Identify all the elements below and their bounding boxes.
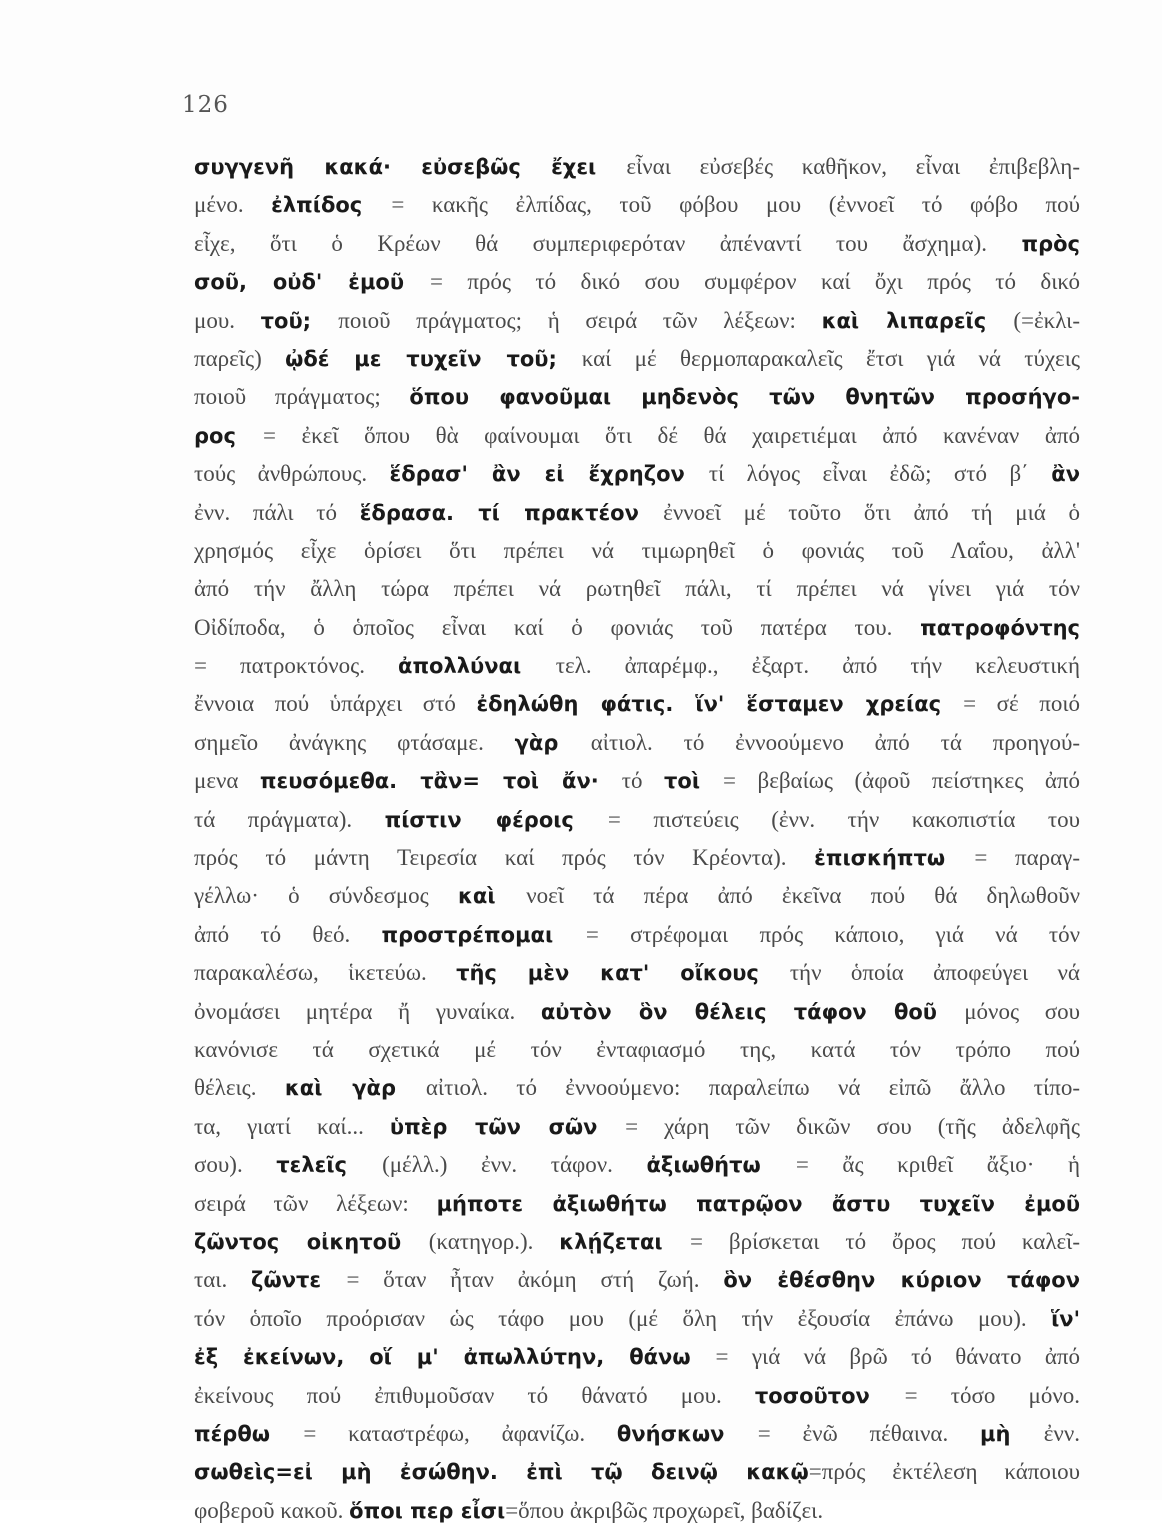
lemma-term: ἐπισκήπτω [814,846,975,871]
lemma-term: ἀξιωθήτω [646,1153,796,1178]
lemma-term: σωθεὶς=εἰ μὴ ἐσώθην. ἐπὶ τῷ δεινῷ κακῷ [194,1460,809,1485]
gloss-text: =πρός ἐκτέλεση κάποιου [808,1459,1080,1485]
gloss-text: (κατηγορ.). [428,1228,560,1254]
gloss-text: = χάρη τῶν δικῶν σου (τῆς ἀδελφῆς [625,1113,1080,1139]
lemma-term: ὅπου φανοῦμαι μηδενὸς τῶν θνητῶν προσήγο- [409,385,1080,410]
gloss-text: = σέ ποιό [963,691,1080,717]
lemma-term: πέρθω [194,1421,304,1446]
lemma-term: σοῦ, οὐδ' ἐμοῦ [194,270,430,295]
lemma-term: καὶ λιπαρεῖς [821,308,1014,333]
gloss-text: μόνος σου [964,998,1080,1024]
text-line [194,1146,1080,1184]
text-line [194,1223,1080,1261]
lemma-term: ὅποι περ εἶσι [349,1498,506,1523]
gloss-text: ται. [194,1267,252,1293]
lemma-term: κλῄζεται [559,1229,691,1254]
text-line [194,1377,1080,1415]
lemma-term: ἵν' [1051,1306,1080,1331]
lemma-term: πατροφόντης [920,615,1080,640]
lemma-term: συγγενῆ κακά· εὐσεβῶς ἔχει [194,155,627,179]
text-line [194,1031,1080,1069]
gloss-text: ἐνν. [1043,1420,1080,1446]
lemma-term: τοῦ; [260,308,339,333]
text-line [194,494,1080,532]
lemma-term: μήποτε ἀξιωθήτω πατρῷον ἄστυ τυχεῖν ἐμοῦ [436,1191,1080,1216]
text-line [194,340,1080,378]
lemma-term: ἐλπίδος [271,193,392,218]
lemma-term: γὰρ [514,730,591,755]
text-line [194,1261,1080,1299]
gloss-text: ὀνομάσει μητέρα ἤ γυναίκα. [194,998,541,1024]
lemma-term: ᾠδέ με τυχεῖν τοῦ; [285,346,582,371]
gloss-text: μενα [194,768,260,794]
gloss-text: = γιά νά βρῶ τό θάνατο ἀπό [715,1344,1080,1370]
text-line [194,724,1080,762]
text-line [194,186,1080,224]
text-line [194,954,1080,992]
gloss-text: = ἄς κριθεῖ ἄξιο· ἡ [795,1152,1080,1178]
text-line [194,801,1080,839]
gloss-text: = κακῆς ἐλπίδας, τοῦ φόβου μου (ἐννοεῖ τό φόβο πού [391,192,1080,218]
gloss-text: = στρέφομαι πρός κάποιο, γιά νά τόν [585,921,1080,947]
text-line [194,1069,1080,1107]
gloss-text: τά πράγματα). [194,806,385,832]
gloss-text: = ἐνῶ πέθαινα. [757,1420,981,1446]
gloss-text: Οἰδίποδα, ὁ ὁποῖος εἶναι καί ὁ φονιάς τοῦ πατέρα του. [194,614,921,640]
gloss-text: τα, γιατί καί... [194,1113,390,1139]
text-line [194,1338,1080,1376]
text-line [194,263,1080,301]
text-line [194,762,1080,800]
lemma-term: προστρέπομαι [381,922,586,947]
gloss-text: τόν ὁποῖο προόρισαν ὡς τάφο μου (μέ ὅλη τήν ἐξουσία ἐπάνω μου). [194,1305,1052,1331]
lemma-term: πίστιν φέροις [384,807,608,832]
gloss-text: (=ἐκλι- [1013,307,1080,333]
gloss-text: τό [621,768,664,794]
gloss-text: ἐκείνους πού ἐπιθυμοῦσαν τό θάνατό μου. [194,1382,755,1408]
lemma-term: πρὸς [1021,231,1080,256]
gloss-text: τήν ὁποία ἀποφεύγει νά [789,960,1080,986]
gloss-text: σου). [194,1152,277,1178]
text-line [194,1415,1080,1453]
gloss-text: ποιοῦ πράγματος; [194,384,410,410]
lemma-term: ἀπολλύναι [398,654,556,679]
gloss-text: μένο. [194,192,272,218]
gloss-text: = ἐκεῖ ὅπου θὰ φαίνουμαι ὅτι δέ θά χαιρετιέμαι ἀπό κανέναν ἀπό [262,422,1080,448]
lemma-term: ρος [194,423,263,448]
gloss-text: ἀπό τήν ἄλλη τώρα πρέπει νά ρωτηθεῖ πάλι, τί πρέπει νά γίνει γιά τόν [194,576,1080,602]
gloss-text: = βρίσκεται τό ὄρος πού καλεῖ- [690,1228,1080,1254]
lemma-term: τῆς μὲν κατ' οἴκους [456,961,790,986]
gloss-text: ἐνν. πάλι τό [194,499,360,525]
text-line [194,148,1080,186]
lemma-term: ἐδηλώθη φάτις. ἵν' ἕσταμεν χρείας [476,692,964,717]
lemma-term: ὑπὲρ τῶν σῶν [389,1114,626,1139]
gloss-text: = παραγ- [974,845,1080,871]
gloss-text: μου. [194,307,261,333]
lemma-term: τοσοῦτον [754,1383,905,1408]
lemma-term: αὐτὸν ὃν θέλεις τάφον θοῦ [540,999,965,1024]
gloss-text: σημεῖο ἀνάγκης φτάσαμε. [194,729,515,755]
page-number: 126 [182,92,229,118]
gloss-text: ποιοῦ πράγματος; ἡ σειρά τῶν λέξεων: [338,307,822,333]
text-line [194,993,1080,1031]
text-line [194,1108,1080,1146]
text-line [194,1300,1080,1338]
gloss-text: θέλεις. [194,1075,285,1101]
gloss-text: εἶναι εὐσεβές καθῆκον, εἶναι ἐπιβεβλη- [626,154,1080,179]
lemma-term: ἕδρασ' ἂν εἰ ἔχρηζον [389,462,709,487]
text-line [194,570,1080,608]
gloss-text: = πρός τό δικό σου συμφέρον καί ὄχι πρός τό δικό [429,269,1080,295]
gloss-text: ἔννοια πού ὑπάρχει στό [194,691,477,717]
gloss-text: = βεβαίως (ἀφοῦ πείστηκες ἀπό [723,768,1080,794]
gloss-text: παρεῖς) [194,345,286,371]
commentary-text [194,148,1080,1523]
text-line [194,1185,1080,1223]
gloss-text: πρός τό μάντη Τειρεσία καί πρός τόν Κρέοντα). [194,845,815,871]
text-line [194,647,1080,685]
text-line [194,916,1080,954]
gloss-text: = πατροκτόνος. [194,653,399,679]
text-line [194,877,1080,915]
gloss-text: εἶχε, ὅτι ὁ Κρέων θά συμπεριφερόταν ἀπέναντί του ἄσχημα). [194,230,1022,256]
text-line [194,302,1080,340]
text-line [194,225,1080,263]
text-line [194,455,1080,493]
text-line [194,532,1080,570]
lemma-term: ἐξ ἐκείνων, οἵ μ' ἀπωλλύτην, θάνω [194,1345,716,1370]
lemma-term: τελεῖς [276,1153,383,1178]
gloss-text: αἰτιολ. τό ἐννοούμενο: παραλείπω νά εἰπῶ ἄλλο τίπο- [425,1075,1080,1101]
lemma-term: καὶ [457,884,527,909]
gloss-text: = καταστρέφω, ἀφανίζω. [303,1420,617,1446]
lemma-term: καὶ γὰρ [284,1076,426,1101]
lemma-term: θνήσκων [616,1421,758,1446]
gloss-text: τελ. ἀπαρέμφ., ἐξαρτ. ἀπό τήν κελευστική [555,653,1080,679]
text-line [194,839,1080,877]
gloss-text: =ὅπου ἀκριβῶς προχωρεῖ, βαδίζει. [505,1497,824,1523]
gloss-text: ἐννοεῖ μέ τοῦτο ὅτι ἀπό τή μιά ὁ [663,499,1080,525]
gloss-text: καί μέ θερμοπαρακαλεῖς ἔτσι γιά νά τύχεις [581,345,1080,371]
gloss-text: = τόσο μόνο. [904,1382,1080,1408]
gloss-text: γέλλω· ὁ σύνδεσμος [194,883,458,909]
lemma-term: τοὶ [663,769,724,794]
lemma-term: ἕδρασα. τί πρακτέον [359,500,664,525]
text-line [194,685,1080,723]
gloss-text: τούς ἀνθρώπους. [194,461,390,487]
lemma-term: πευσόμεθα. τἂν= τοὶ ἄν· [259,769,622,794]
lemma-term: ἂν [1051,462,1080,487]
gloss-text: (μέλλ.) ἐνν. τάφον. [382,1152,647,1178]
text-line [194,417,1080,455]
gloss-text: σειρά τῶν λέξεων: [194,1190,437,1216]
lemma-term: μὴ [980,1421,1044,1446]
gloss-text: τί λόγος εἶναι ἐδῶ; στό β΄ [708,461,1052,487]
text-line [194,609,1080,647]
text-line [194,1492,1080,1530]
text-line [194,378,1080,416]
gloss-text: ἀπό τό θεό. [194,921,382,947]
gloss-text: κανόνισε τά σχετικά μέ τόν ἐνταφιασμό της, κατά τόν τρόπο πού [194,1036,1080,1062]
gloss-text: = πιστεύεις (ἐνν. τήν κακοπιστία του [607,806,1080,832]
gloss-text: παρακαλέσω, ἱκετεύω. [194,960,457,986]
lemma-term: ζῶντος οἰκητοῦ [194,1229,429,1254]
gloss-text: χρησμός εἶχε ὁρίσει ὅτι πρέπει νά τιμωρηθεῖ ὁ φονιάς τοῦ Λαΐου, ἀλλ' [194,537,1080,563]
lemma-term: ὃν ἐθέσθην κύριον τάφον [723,1268,1080,1293]
gloss-text: φοβεροῦ κακοῦ. [194,1497,350,1523]
gloss-text: αἰτιολ. τό ἐννοούμενο ἀπό τά προηγού- [590,729,1080,755]
lemma-term: ζῶντε [251,1268,347,1293]
gloss-text: = ὅταν ἦταν ἀκόμη στή ζωή. [346,1267,724,1293]
gloss-text: νοεῖ τά πέρα ἀπό ἐκεῖνα πού θά δηλωθοῦν [526,883,1080,909]
text-line [194,1453,1080,1491]
